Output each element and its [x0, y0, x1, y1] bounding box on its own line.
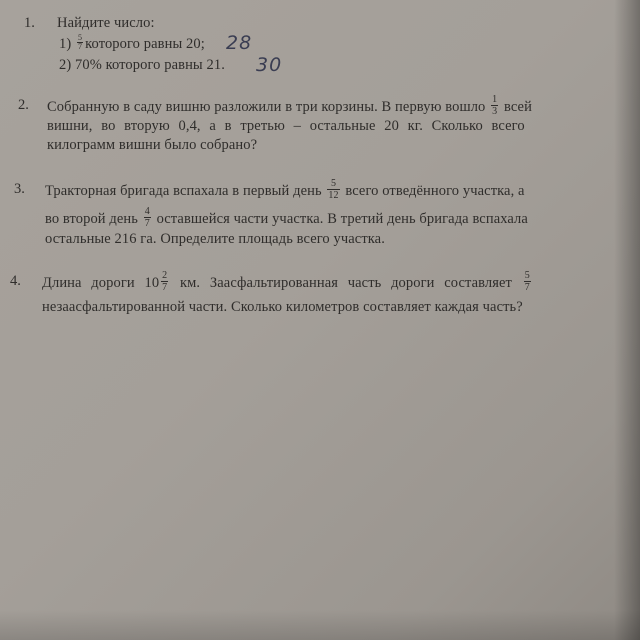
- problem-2-line-3: килограмм вишни было собрано?: [47, 137, 258, 153]
- problem-3-line-2-start: во второй день: [45, 210, 138, 227]
- problem-2-text-start: Собранную в саду вишню разложили в три корзины. В первую вошло: [47, 98, 486, 115]
- problem-3-text-start: Тракторная бригада вспахала в первый день: [45, 182, 322, 199]
- item-2-prefix: 2): [59, 57, 72, 73]
- problem-3-line-2-end: оставшейся части участка. В третий день бригада вспахала: [156, 210, 528, 227]
- problem-4-text-mid: км. Заасфальтированная часть дороги составляет: [180, 274, 512, 291]
- problem-3-line-2: [45, 208, 528, 231]
- page-shadow-bottom: [0, 610, 640, 640]
- fraction-denominator: 7: [524, 282, 530, 293]
- problem-3-number: 3.: [14, 181, 25, 197]
- fraction-denominator: 12: [328, 190, 339, 201]
- item-1-text: которого равны 20;: [85, 36, 205, 52]
- fraction-numerator: 5: [327, 178, 339, 190]
- fraction: [327, 178, 339, 201]
- page-shadow-right: [614, 0, 640, 640]
- fraction-denominator: 3: [492, 106, 498, 117]
- problem-2-line-2: вишни, во вторую 0,4, а в третью – остальные 20 кг. Сколько всего: [47, 118, 525, 134]
- item-2-text: 70% которого равны 21.: [75, 57, 225, 73]
- problem-2-text-end: всей: [503, 98, 532, 115]
- fraction: [144, 206, 151, 229]
- handwritten-answer-2: 30: [256, 54, 283, 76]
- problem-4-line-2: незаасфальтированной части. Сколько километров составляет каждая часть?: [42, 299, 523, 315]
- problem-3-line-3: остальные 216 га. Определите площадь всего участка.: [45, 231, 385, 247]
- fraction-denominator: 7: [162, 282, 168, 293]
- problem-4-number: 4.: [10, 273, 21, 289]
- fraction: [524, 270, 531, 293]
- problem-1-number: 1.: [24, 15, 35, 31]
- problem-2-line-1: [47, 96, 532, 119]
- fraction-numerator: 2: [162, 270, 168, 281]
- problem-3-line-1: [45, 180, 525, 203]
- problem-3-text-end: всего отведённого участка, а: [345, 182, 525, 199]
- fraction-numerator: 1: [492, 94, 498, 105]
- fraction: [77, 34, 83, 51]
- fraction-numerator: 5: [524, 270, 530, 281]
- fraction: [491, 94, 498, 117]
- problem-1-title: Найдите число:: [57, 15, 155, 31]
- fraction-denominator: 7: [144, 218, 150, 229]
- fraction-denominator: 7: [78, 42, 83, 52]
- item-1-prefix: 1): [59, 36, 72, 52]
- problem-2-number: 2.: [18, 97, 29, 113]
- fraction: [161, 270, 168, 293]
- problem-4-text-start: Длина дороги 10: [42, 274, 160, 291]
- fraction-numerator: 4: [144, 206, 150, 217]
- problem-1-item-2: [59, 56, 225, 74]
- handwritten-answer-1: 28: [226, 32, 253, 54]
- problem-1-item-1: [59, 35, 205, 53]
- fraction-numerator: 5: [78, 33, 83, 43]
- problem-4-line-1: [42, 272, 533, 295]
